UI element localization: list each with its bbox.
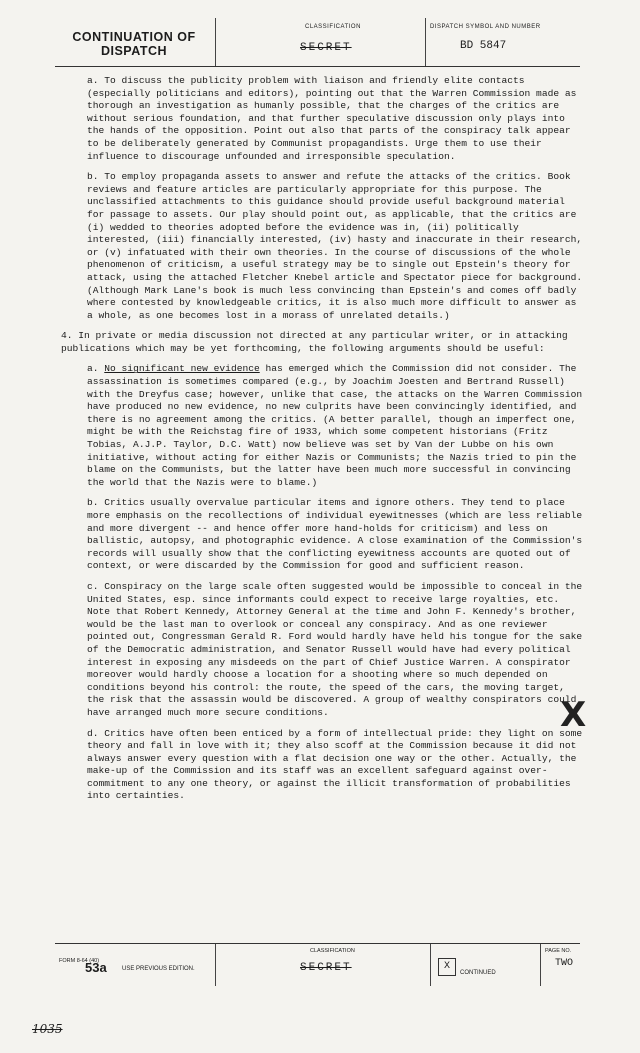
divider: [425, 18, 426, 66]
previous-edition-note: USE PREVIOUS EDITION.: [122, 966, 195, 972]
dispatch-footer: [55, 943, 580, 986]
handwritten-number: 1035: [32, 1022, 63, 1036]
paragraph: c. Conspiracy on the large scale often suggested would be impossible to conceal in the United States, esp. since informants could expect to receive large royalties, etc. Note that Robert Kennedy, Attorney General at the time and John F. Kennedy's brother, would be the last man to overlook or conceal any conspiracy. And as one reviewer pointed out, Congressman Gerald R. Ford would hardly have held his tongue for the sake of the Democratic administration, and Senator Russell would have had every political interest in exposing any misdeeds on the part of Chief Justice Warren. A conspirator moreover would hardly choose a location for a shooting where so much depended on conditions beyond his control: the route, the speed of the cars, the moving target, the risk that the assassin would be discovered. A group of wealthy conspirators could have arranged much more secure conditions.: [87, 580, 583, 718]
paragraph: d. Critics have often been enticed by a form of intellectual pride: they light on some theory and fall in love with it; they also scoff at the Commission because it did not always answer every question with a flat decision one way or the other. Actually, the make-up of the Commission and its staff was an excellent safeguard against over-commitment to any one theory, or against the illicit transformation of probabilities into certainties.: [87, 727, 583, 802]
dispatch-header: [55, 18, 580, 67]
divider: [215, 18, 216, 66]
paragraph: a. To discuss the publicity problem with liaison and friendly elite contacts (especially politicians and editors), pointing out that the Warren Commission made as thorough an investigation as humanly possible, that the charges of the critics are without serious foundation, and that further speculative discussion only plays into the hands of the opposition. Point out also that parts of the conspiracy talk appear to be deliberately generated by Communist propagandists. Urge them to use their influence to discourage unfounded and irresponsible speculation.: [87, 75, 577, 162]
form-title-line1: CONTINUATION OF: [72, 30, 196, 44]
divider: [540, 944, 541, 986]
page-label: PAGE NO.: [545, 948, 572, 954]
continued-checkbox: X: [438, 958, 456, 976]
classification-label: CLASSIFICATION: [310, 948, 355, 954]
dispatch-number: BD 5847: [460, 40, 507, 52]
classification-label: CLASSIFICATION: [305, 24, 361, 30]
paragraph: b. To employ propaganda assets to answer and refute the attacks of the critics. Book reviews and feature articles are particularly appropriate for this purpose. The unclassified attachments to this guidance should provide useful background material for passage to assets. Our play should point out, as applicable, that the critics are (i) wedded to theories adopted before the evidence was in, (ii) politically interested, (iii) financially interested, (iv) hasty and inaccurate in their research, or (v) infatuated with their own theories. In the course of discussions of the whole phenomenon of criticism, a useful strategy may be to single out Epstein's theory for attack, using the attached Fletcher Knebel article and Spectator piece for background. (Although Mark Lane's book is much less convincing than Epstein's and comes off badly where contested by knowledgeable critics, it is also much more difficult to answer as a whole, as one becomes lost in a morass of unrelated details.): [87, 171, 583, 321]
paragraph: 4. In private or media discussion not directed at any particular writer, or in attacking publications which may be yet forthcoming, the following arguments should be useful:: [61, 330, 568, 354]
form-title-line2: DISPATCH: [100, 44, 168, 58]
paragraph: b. Critics usually overvalue particular items and ignore others. They tend to place more emphasis on the recollections of individual eyewitnesses (which are less reliable and more divergent -- and hence offer more hand-holds for criticism) and less on ballistic, autopsy, and photographic evidence. A close examination of the Commission's records will usually show that the conflicting eyewitness accounts are quoted out of context, or were discarded by the Commission for good and sufficient reason.: [87, 497, 583, 572]
dispatch-body: [61, 75, 587, 811]
classification-stamp: SECRET: [300, 42, 352, 54]
classification-stamp: SECRET: [300, 962, 352, 974]
form-number: 53a: [85, 960, 107, 975]
symbol-label: DISPATCH SYMBOL AND NUMBER: [430, 24, 541, 30]
handwritten-x-mark: X: [560, 695, 587, 735]
paragraph-text: has emerged which the Commission did not consider. The assassination is sometimes compared (e.g., by Joachim Joesten and Bertrand Russell) with the Dreyfus case; however, unlike that case, the attacks on the Warren Commission have produced no new evidence, no new culprits have been convincingly identified, and there is no agreement among the critics. (A better parallel, though an imperfect one, might be with the Reichstag fire of 1933, which some competent historians (Fritz Tobias, A.J.P. Taylor, D.C. Watt) now believe was set by Van der Lubbe on his own initiative, without acting for either Nazis or Communists; the Nazis tried to pin the blame on the Communists, but the latter have been much more successful in convincing the world that the Nazis were to blame.): [87, 363, 583, 488]
underlined-phrase: No significant new evidence: [104, 363, 260, 375]
paragraph: [87, 363, 587, 489]
form-label: FORM 8-64 (40): [59, 958, 100, 964]
continued-label: CONTINUED: [460, 970, 496, 976]
paragraph-lead: a.: [87, 363, 99, 375]
divider: [430, 944, 431, 986]
divider: [215, 944, 216, 986]
page-number: TWO: [555, 958, 574, 969]
form-title: [59, 30, 209, 58]
